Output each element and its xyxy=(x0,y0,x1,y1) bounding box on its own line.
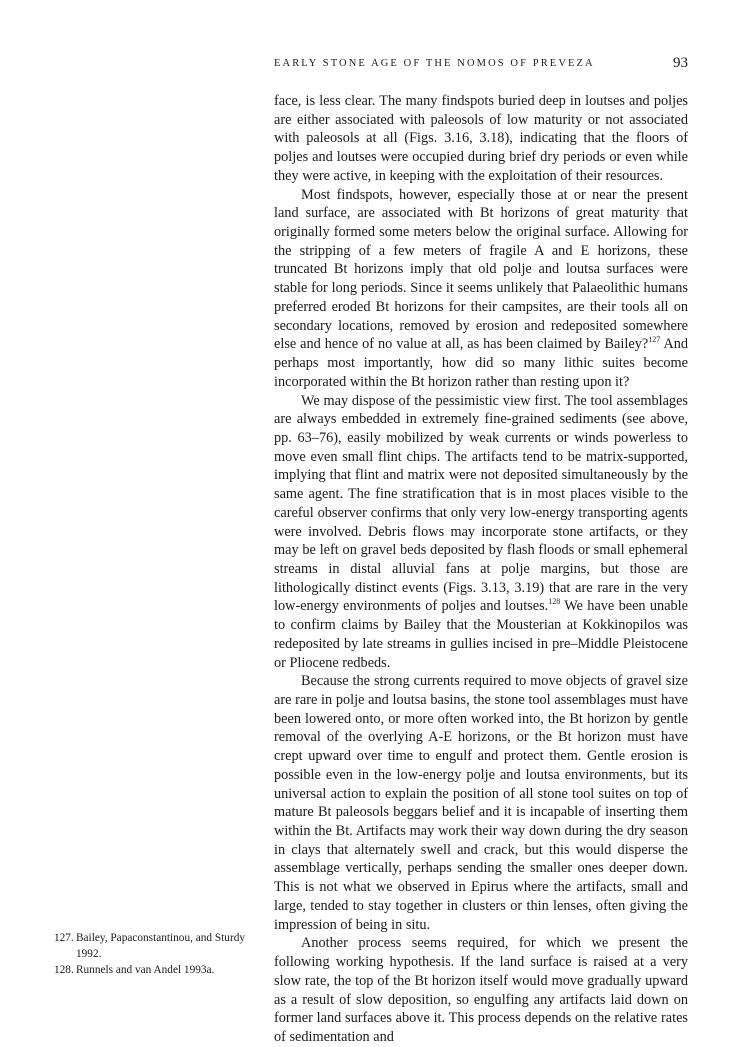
footnote-127 xyxy=(54,930,254,962)
paragraph-text: Because the strong currents required to move objects of gravel size are rare in polje and loutsa basins, the stone tool assemblages must have been lowered onto, or more often worked into, the Bt horizon by gentle removal of the overlying A-E horizons, or the Bt horizon must have crept upward over time to engulf and protect them. Gentle erosion is possible even in the low-energy polje and loutsa environments, but its universal action to explain the position of all stone tool suites on top of mature Bt paleosols beggars belief and it is incapable of inserting them within the Bt. Artifacts may work their way down during the dry season in clays that alternately swell and crack, but this would disperse the assemblage vertically, perhaps sending the smaller ones deeper down. This is not what we observed in Epirus where the artifacts, small and large, tended to stay together in clusters or thin lenses, often giving the impression of being in situ. xyxy=(274,673,688,933)
paragraph-text: Another process seems required, for which we present the following working hypothesis. If the land surface is raised at a very slow rate, the top of the Bt horizon itself would move gradually upward as a result of slow deposition, so engulfing any artifacts laid down on former land surfaces above it. This process depends on the relative rates of sedimentation and xyxy=(274,935,688,1045)
page-number: 93 xyxy=(673,55,688,71)
footnote-number: 128. xyxy=(54,964,74,976)
paragraph xyxy=(274,186,688,392)
footnote-ref-127[interactable]: 127 xyxy=(648,335,661,345)
paragraph-text: And perhaps most importantly, how did so many lithic suites become incorporated within the Bt horizon rather than resting upon it? xyxy=(274,336,688,390)
footnote-text: Runnels and van Andel 1993a. xyxy=(76,964,215,976)
paragraph xyxy=(274,392,688,673)
paragraph-text: We may dispose of the pessimistic view first. The tool assemblages are always embedded in extremely fine-grained sediments (see above, pp. 63–76), easily mobilized by weak currents or winds powerless to move even small flint chips. The artifacts tend to be matrix-supported, implying that flint and matrix were not deposited simultaneously by the same agent. The fine stratification that is in most places visible to the careful observer confirms that only very low-energy transporting agents were involved. Debris flows may incorporate stone artifacts, or they may be left on gravel beds deposited by flash floods or small ephemeral streams in distal alluvial fans at polje margins, but those are lithologically distinct events (Figs. 3.13, 3.19) that are rare in the very low-energy environments of poljes and loutses. xyxy=(274,392,688,615)
running-head xyxy=(274,55,688,75)
footnote-text: Bailey, Papaconstantinou, and Sturdy 1992. xyxy=(76,932,246,960)
footnotes xyxy=(54,930,254,978)
running-title: EARLY STONE AGE OF THE NOMOS OF PREVEZA xyxy=(274,58,595,69)
paragraph-text: face, is less clear. The many findspots buried deep in loutses and poljes are either associated with paleosols of low maturity or not associated with paleosols at all (Figs. 3.16, 3.18), indicating that the floors of poljes and loutses were occupied during brief dry periods or even while they were active, in keeping with the exploitation of their resources. xyxy=(274,93,688,184)
paragraph-text: We have been unable to confirm claims by Bailey that the Mousterian at Kokkinopilos was redeposited by late streams in gullies incised in pre–Middle Pleistocene or Pliocene redbeds. xyxy=(274,598,689,671)
paragraph xyxy=(274,672,688,934)
footnote-number: 127. xyxy=(54,932,74,944)
paragraph-text: Most findspots, however, especially those at or near the present land surface, are associated with Bt horizons of great maturity that originally formed some meters below the original surface. Allowing for the stripping of a few meters of fragile A and E horizons, these truncated Bt horizons imply that old polje and loutsa surfaces were stable for long periods. Since it seems unlikely that Palaeolithic humans preferred eroded Bt horizons for their campsites, are their tools all on secondary locations, removed by erosion and redeposited somewhere else and hence of no value at all, as has been claimed by Bailey? xyxy=(274,186,688,353)
footnote-ref-128[interactable]: 128 xyxy=(548,597,561,607)
paragraph xyxy=(274,934,688,1046)
body-text xyxy=(274,92,688,1047)
footnote-128 xyxy=(54,962,254,978)
paragraph xyxy=(274,92,688,186)
